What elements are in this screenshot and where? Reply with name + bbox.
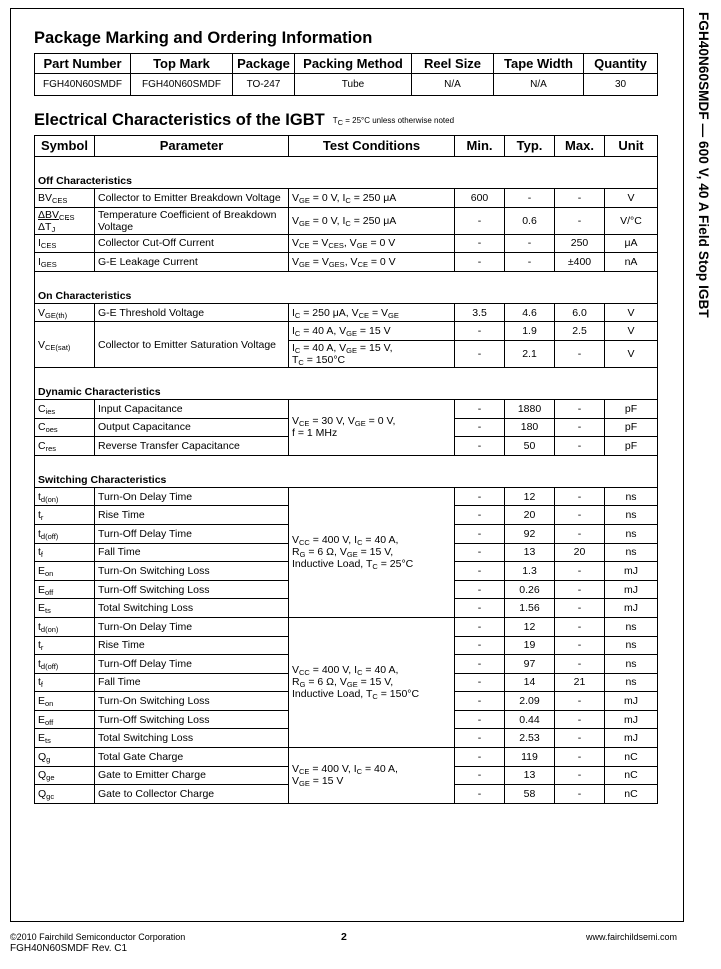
package-header-cell: Part Number <box>35 54 131 74</box>
parameter-cell: Gate to Emitter Charge <box>95 766 289 785</box>
parameter-cell: Rise Time <box>95 506 289 525</box>
test-condition-cell: $V_{GE} = V_{GES}$, $V_{CE} = 0$ V <box>289 253 455 272</box>
test-condition-cell: $V_{CE} = 30$ V, $V_{GE} = 0$ V, f = 1 MHz <box>289 399 455 455</box>
unit-cell: μA <box>605 234 658 253</box>
typ-cell: 1.3 <box>505 562 555 581</box>
section-title: On Characteristics <box>35 271 658 303</box>
parameter-cell: Gate to Collector Charge <box>95 785 289 804</box>
test-condition-cell: $V_{GE} = 0$ V, $I_C = 250$ μA <box>289 207 455 234</box>
unit-cell: nA <box>605 253 658 272</box>
min-cell: - <box>455 729 505 748</box>
max-cell: - <box>555 524 605 543</box>
ec-header-cell: Unit <box>605 136 658 157</box>
max-cell: - <box>555 692 605 711</box>
symbol-cell: $Q_{ge}$ <box>35 766 95 785</box>
test-condition-cell: $V_{CE} = V_{CES}$, $V_{GE} = 0$ V <box>289 234 455 253</box>
parameter-cell: Turn-On Delay Time <box>95 487 289 506</box>
symbol-cell: $C_{ies}$ <box>35 399 95 418</box>
max-cell: 20 <box>555 543 605 562</box>
symbol-cell: $C_{oes}$ <box>35 418 95 437</box>
typ-cell: 12 <box>505 617 555 636</box>
typ-cell: 13 <box>505 766 555 785</box>
package-header-cell: Top Mark <box>131 54 233 74</box>
ec-section-title <box>34 111 454 130</box>
symbol-cell: $t_f$ <box>35 543 95 562</box>
table-row <box>35 748 658 767</box>
symbol-cell: $E_{on}$ <box>35 562 95 581</box>
min-cell: 600 <box>455 189 505 208</box>
parameter-cell: G-E Threshold Voltage <box>95 303 289 322</box>
parameter-cell: Rise Time <box>95 636 289 655</box>
parameter-cell: Reverse Transfer Capacitance <box>95 437 289 456</box>
min-cell: - <box>455 710 505 729</box>
test-condition-cell: $V_{CC} = 400$ V, $I_C = 40$ A, $R_G = 6$ Ω, $V_{GE} = 15$ V, Inductive Load, $T_C = 150^\circ C$ <box>289 617 455 747</box>
symbol-cell: $t_r$ <box>35 636 95 655</box>
electrical-characteristics-table <box>34 135 658 804</box>
parameter-cell: Turn-Off Switching Loss <box>95 580 289 599</box>
parameter-cell: Input Capacitance <box>95 399 289 418</box>
max-cell: - <box>555 399 605 418</box>
unit-cell: ns <box>605 543 658 562</box>
min-cell: - <box>455 322 505 341</box>
unit-cell: mJ <box>605 692 658 711</box>
max-cell: - <box>555 487 605 506</box>
table-row <box>35 399 658 418</box>
max-cell: 21 <box>555 673 605 692</box>
min-cell: - <box>455 524 505 543</box>
min-cell: - <box>455 785 505 804</box>
parameter-cell: Collector Cut-Off Current <box>95 234 289 253</box>
parameter-cell: Output Capacitance <box>95 418 289 437</box>
min-cell: - <box>455 655 505 674</box>
test-condition-cell: $I_C = 40$ A, $V_{GE} = 15$ V <box>289 322 455 341</box>
unit-cell: ns <box>605 506 658 525</box>
unit-cell: pF <box>605 399 658 418</box>
symbol-cell: $\Delta BV_{CES}$ $\Delta T_J$ <box>35 207 95 234</box>
parameter-cell: Total Switching Loss <box>95 729 289 748</box>
unit-cell: nC <box>605 785 658 804</box>
typ-cell: 50 <box>505 437 555 456</box>
max-cell: - <box>555 599 605 618</box>
unit-cell: nC <box>605 766 658 785</box>
package-header-cell: Tape Width <box>494 54 584 74</box>
typ-cell: 19 <box>505 636 555 655</box>
symbol-cell: $I_{CES}$ <box>35 234 95 253</box>
ec-header-cell: Symbol <box>35 136 95 157</box>
parameter-cell: Turn-Off Delay Time <box>95 524 289 543</box>
symbol-cell: $Q_{gc}$ <box>35 785 95 804</box>
section-row <box>35 367 658 399</box>
parameter-cell: Fall Time <box>95 673 289 692</box>
max-cell: - <box>555 562 605 581</box>
typ-cell: 4.6 <box>505 303 555 322</box>
min-cell: - <box>455 636 505 655</box>
symbol-cell: $E_{ts}$ <box>35 599 95 618</box>
unit-cell: V <box>605 303 658 322</box>
parameter-cell: Total Gate Charge <box>95 748 289 767</box>
package-cell: FGH40N60SMDF <box>131 74 233 96</box>
symbol-cell: $V_{GE(th)}$ <box>35 303 95 322</box>
min-cell: - <box>455 207 505 234</box>
typ-cell: - <box>505 189 555 208</box>
unit-cell: ns <box>605 636 658 655</box>
package-header-cell: Reel Size <box>412 54 494 74</box>
side-title-text: FGH40N60SMDF — 600 V, 40 A Field Stop IGBT <box>696 12 711 318</box>
package-header-cell: Package <box>233 54 295 74</box>
symbol-cell: $t_f$ <box>35 673 95 692</box>
max-cell: - <box>555 506 605 525</box>
section-title: Off Characteristics <box>35 157 658 189</box>
ec-header-cell: Test Conditions <box>289 136 455 157</box>
max-cell: - <box>555 437 605 456</box>
symbol-cell: $V_{CE(sat)}$ <box>35 322 95 368</box>
max-cell: - <box>555 189 605 208</box>
package-header-cell: Packing Method <box>295 54 412 74</box>
table-row <box>35 207 658 234</box>
unit-cell: ns <box>605 673 658 692</box>
table-row <box>35 617 658 636</box>
ec-title-text: Electrical Characteristics of the IGBT <box>34 111 325 129</box>
typ-cell: 0.44 <box>505 710 555 729</box>
max-cell: - <box>555 580 605 599</box>
typ-cell: 0.26 <box>505 580 555 599</box>
typ-cell: 2.53 <box>505 729 555 748</box>
footer-revision: FGH40N60SMDF Rev. C1 <box>10 943 128 954</box>
typ-cell: 2.1 <box>505 340 555 367</box>
symbol-cell: $t_{d(on)}$ <box>35 617 95 636</box>
parameter-cell: Collector to Emitter Saturation Voltage <box>95 322 289 368</box>
unit-cell: ns <box>605 487 658 506</box>
typ-cell: 12 <box>505 487 555 506</box>
table-row <box>35 234 658 253</box>
max-cell: - <box>555 418 605 437</box>
min-cell: - <box>455 562 505 581</box>
table-row <box>35 303 658 322</box>
unit-cell: ns <box>605 617 658 636</box>
min-cell: - <box>455 399 505 418</box>
footer-url: www.fairchildsemi.com <box>586 932 678 942</box>
typ-cell: 1880 <box>505 399 555 418</box>
unit-cell: nC <box>605 748 658 767</box>
min-cell: - <box>455 599 505 618</box>
ec-header-cell: Min. <box>455 136 505 157</box>
max-cell: - <box>555 766 605 785</box>
section-row <box>35 271 658 303</box>
ec-header-cell: Parameter <box>95 136 289 157</box>
parameter-cell: Turn-On Delay Time <box>95 617 289 636</box>
max-cell: - <box>555 207 605 234</box>
symbol-cell: $E_{off}$ <box>35 580 95 599</box>
section-row <box>35 455 658 487</box>
table-row <box>35 189 658 208</box>
table-row <box>35 322 658 341</box>
min-cell: - <box>455 234 505 253</box>
unit-cell: mJ <box>605 710 658 729</box>
min-cell: - <box>455 543 505 562</box>
parameter-cell: Fall Time <box>95 543 289 562</box>
package-cell: 30 <box>584 74 658 96</box>
unit-cell: mJ <box>605 562 658 581</box>
max-cell: ±400 <box>555 253 605 272</box>
min-cell: - <box>455 617 505 636</box>
min-cell: - <box>455 673 505 692</box>
unit-cell: mJ <box>605 580 658 599</box>
table-row <box>35 487 658 506</box>
min-cell: - <box>455 340 505 367</box>
unit-cell: pF <box>605 418 658 437</box>
parameter-cell: Turn-Off Delay Time <box>95 655 289 674</box>
package-header-cell: Quantity <box>584 54 658 74</box>
footer-left <box>10 931 185 955</box>
section-title: Switching Characteristics <box>35 455 658 487</box>
typ-cell: 92 <box>505 524 555 543</box>
symbol-cell: $t_r$ <box>35 506 95 525</box>
package-cell: Tube <box>295 74 412 96</box>
unit-cell: ns <box>605 524 658 543</box>
max-cell: 250 <box>555 234 605 253</box>
test-condition-cell: $I_C = 250$ μA, $V_{CE} = V_{GE}$ <box>289 303 455 322</box>
unit-cell: mJ <box>605 729 658 748</box>
typ-cell: 14 <box>505 673 555 692</box>
max-cell: - <box>555 617 605 636</box>
min-cell: - <box>455 418 505 437</box>
parameter-cell: Collector to Emitter Breakdown Voltage <box>95 189 289 208</box>
max-cell: - <box>555 785 605 804</box>
unit-cell: V <box>605 322 658 341</box>
symbol-cell: $t_{d(on)}$ <box>35 487 95 506</box>
typ-cell: 13 <box>505 543 555 562</box>
unit-cell: mJ <box>605 599 658 618</box>
symbol-cell: $t_{d(off)}$ <box>35 524 95 543</box>
typ-cell: 0.6 <box>505 207 555 234</box>
min-cell: - <box>455 437 505 456</box>
side-title <box>675 10 719 370</box>
ec-condition-note: $T_C = 25^\circ C$ unless otherwise noted <box>332 116 455 128</box>
typ-cell: 1.56 <box>505 599 555 618</box>
test-condition-cell: $V_{GE} = 0$ V, $I_C = 250$ μA <box>289 189 455 208</box>
test-condition-cell: $V_{CC} = 400$ V, $I_C = 40$ A, $R_G = 6$ Ω, $V_{GE} = 15$ V, Inductive Load, $T_C = 25^\circ C$ <box>289 487 455 617</box>
min-cell: - <box>455 692 505 711</box>
package-cell: TO-247 <box>233 74 295 96</box>
min-cell: 3.5 <box>455 303 505 322</box>
ec-header-cell: Typ. <box>505 136 555 157</box>
section-title: Dynamic Characteristics <box>35 367 658 399</box>
parameter-cell: G-E Leakage Current <box>95 253 289 272</box>
unit-cell: V <box>605 189 658 208</box>
max-cell: 6.0 <box>555 303 605 322</box>
symbol-cell: $t_{d(off)}$ <box>35 655 95 674</box>
max-cell: - <box>555 655 605 674</box>
parameter-cell: Temperature Coefficient of Breakdown Voltage <box>95 207 289 234</box>
symbol-cell: $C_{res}$ <box>35 437 95 456</box>
typ-cell: 180 <box>505 418 555 437</box>
min-cell: - <box>455 748 505 767</box>
typ-cell: - <box>505 253 555 272</box>
max-cell: - <box>555 748 605 767</box>
max-cell: - <box>555 710 605 729</box>
parameter-cell: Turn-On Switching Loss <box>95 562 289 581</box>
typ-cell: - <box>505 234 555 253</box>
package-cell: FGH40N60SMDF <box>35 74 131 96</box>
symbol-cell: $E_{on}$ <box>35 692 95 711</box>
typ-cell: 97 <box>505 655 555 674</box>
page-number: 2 <box>341 931 347 943</box>
min-cell: - <box>455 253 505 272</box>
table-row <box>35 253 658 272</box>
symbol-cell: $E_{ts}$ <box>35 729 95 748</box>
min-cell: - <box>455 766 505 785</box>
max-cell: 2.5 <box>555 322 605 341</box>
section-row <box>35 157 658 189</box>
max-cell: - <box>555 636 605 655</box>
max-cell: - <box>555 729 605 748</box>
test-condition-cell: $I_C = 40$ A, $V_{GE} = 15$ V, $T_C = 150^\circ C$ <box>289 340 455 367</box>
typ-cell: 20 <box>505 506 555 525</box>
unit-cell: ns <box>605 655 658 674</box>
typ-cell: 1.9 <box>505 322 555 341</box>
min-cell: - <box>455 487 505 506</box>
symbol-cell: $Q_g$ <box>35 748 95 767</box>
symbol-cell: $I_{GES}$ <box>35 253 95 272</box>
package-cell: N/A <box>412 74 494 96</box>
min-cell: - <box>455 506 505 525</box>
typ-cell: 119 <box>505 748 555 767</box>
symbol-cell: $BV_{CES}$ <box>35 189 95 208</box>
symbol-cell: $E_{off}$ <box>35 710 95 729</box>
min-cell: - <box>455 580 505 599</box>
unit-cell: V <box>605 340 658 367</box>
footer-copyright: ©2010 Fairchild Semiconductor Corporation <box>10 932 186 942</box>
package-table <box>34 53 658 96</box>
unit-cell: V/°C <box>605 207 658 234</box>
parameter-cell: Total Switching Loss <box>95 599 289 618</box>
max-cell: - <box>555 340 605 367</box>
package-cell: N/A <box>494 74 584 96</box>
package-section-title: Package Marking and Ordering Information <box>34 29 373 47</box>
typ-cell: 2.09 <box>505 692 555 711</box>
typ-cell: 58 <box>505 785 555 804</box>
test-condition-cell: $V_{CE} = 400$ V, $I_C = 40$ A, $V_{GE} = 15$ V <box>289 748 455 804</box>
unit-cell: pF <box>605 437 658 456</box>
parameter-cell: Turn-Off Switching Loss <box>95 710 289 729</box>
parameter-cell: Turn-On Switching Loss <box>95 692 289 711</box>
ec-header-cell: Max. <box>555 136 605 157</box>
